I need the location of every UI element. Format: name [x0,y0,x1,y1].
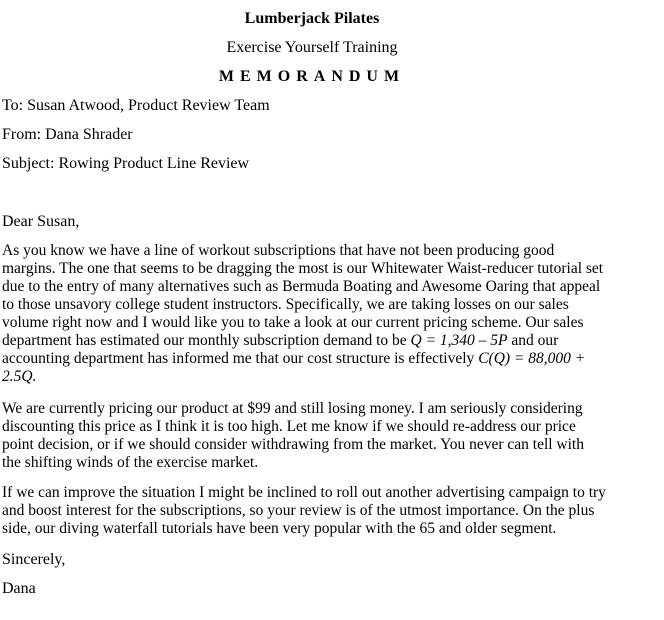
demand-line [2,332,630,350]
paragraph-2 [2,400,630,472]
text-line: to those unsavory college student instructors. Specifically, we are taking losses on our sales [2,296,569,313]
paragraph-1 [2,242,630,386]
closing: Sincerely, [2,551,66,568]
cost-prefix: accounting department has informed me that our cost structure is effectively [2,350,479,367]
cost-equation: C(Q) = 88,000 + [478,350,586,367]
paragraph-3 [2,484,630,538]
cost-equation-tail: 2.5Q. [2,368,37,385]
text-line: point decision, or if we should consider withdrawing from the market. You never can tell with [2,436,584,453]
greeting: Dear Susan, [2,213,80,230]
text-line: margins. The one that seems to be dragging the most is our Whitewater Waist-reducer tutorial set [2,260,604,277]
cost-tail-line [2,368,630,386]
demand-suffix: and our [507,332,559,349]
signature: Dana [2,580,36,597]
text-line: the shifting winds of the exercise market. [2,454,259,471]
company-name: Lumberjack Pilates [244,10,380,27]
text-line: We are currently pricing our product at $99 and still losing money. I am seriously considering [2,400,583,417]
text-line: due to the entry of many alternatives such as Bermuda Boating and Awesome Oaring that appeal [2,278,601,295]
text-line: discounting this price as I think it is too high. Let me know if we should re-address our price [2,418,576,435]
text-line: As you know we have a line of workout subscriptions that have not been producing good [2,242,555,259]
cost-line [2,350,630,368]
memo-to-line: To: Susan Atwood, Product Review Team [2,97,270,114]
text-line: volume right now and I would like you to take a look at our current pricing scheme. Our sales [2,314,584,331]
text-line: side, our diving waterfall tutorials have been very popular with the 65 and older segment. [2,520,557,537]
demand-prefix: department has estimated our monthly subscription demand to be [2,332,411,349]
memo-heading: MEMORANDUM [218,68,406,85]
demand-equation: Q = 1,340 – 5P [410,332,508,349]
company-tagline: Exercise Yourself Training [226,39,398,56]
text-line: If we can improve the situation I might be inclined to roll out another advertising campaign to try [2,484,606,501]
memo-from-line: From: Dana Shrader [2,126,133,143]
text-line: and boost interest for the subscriptions, so your review is of the utmost importance. On the plus [2,502,595,519]
memo-subject-line: Subject: Rowing Product Line Review [2,155,250,172]
